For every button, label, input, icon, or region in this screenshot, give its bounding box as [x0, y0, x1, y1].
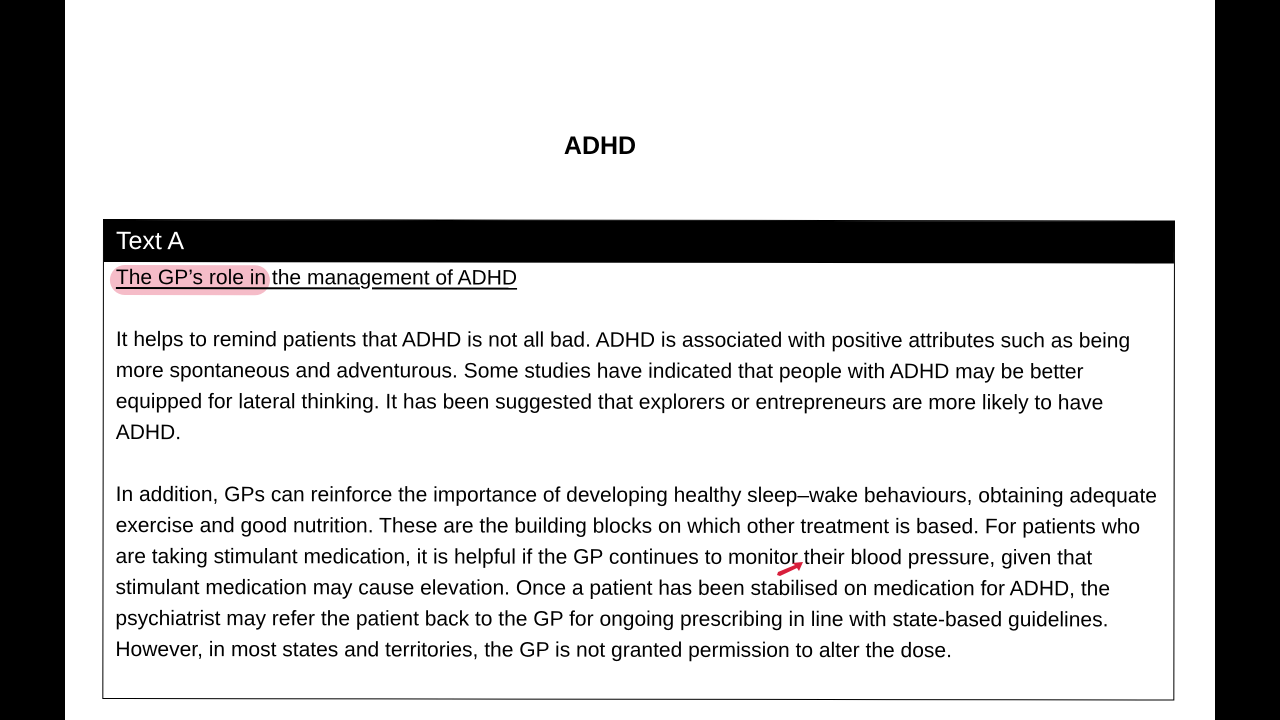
text-a-body	[103, 262, 1174, 666]
document-title: ADHD	[563, 132, 637, 160]
paragraph-1: It helps to remind patients that ADHD is not all bad. ADHD is associated with positive attributes such as being more spontaneous and adventurous. Some studies have indicated that people with ADHD may be better equipped for lateral thinking. It has been suggested that explorers or entrepreneurs are more likely to have ADHD.	[115, 328, 1131, 445]
text-a-subheading	[116, 262, 517, 294]
text-a-box	[102, 219, 1175, 700]
pointer-arrow-icon	[777, 562, 803, 576]
subheading-text: The GP’s role in the management of ADHD	[115, 266, 518, 290]
paragraph-2: In addition, GPs can reinforce the importance of developing healthy sleep–wake behaviours, obtaining adequate exercise and good nutrition. These are the building blocks on which other treatment is based. For patients who are taking stimulant medication, it is helpful if the GP continues to monitor their blood pressure, given that stimulant medication may cause elevation. Once a patient has been stabilised on medication for ADHD, the psychiatrist may refer the patient back to the GP for ongoing prescribing in line with state-based guidelines. However, in most states and territories, the GP is not granted permission to alter the dose.	[115, 483, 1157, 663]
document-page	[65, 0, 1215, 720]
text-a-header: Text A	[104, 220, 1174, 263]
